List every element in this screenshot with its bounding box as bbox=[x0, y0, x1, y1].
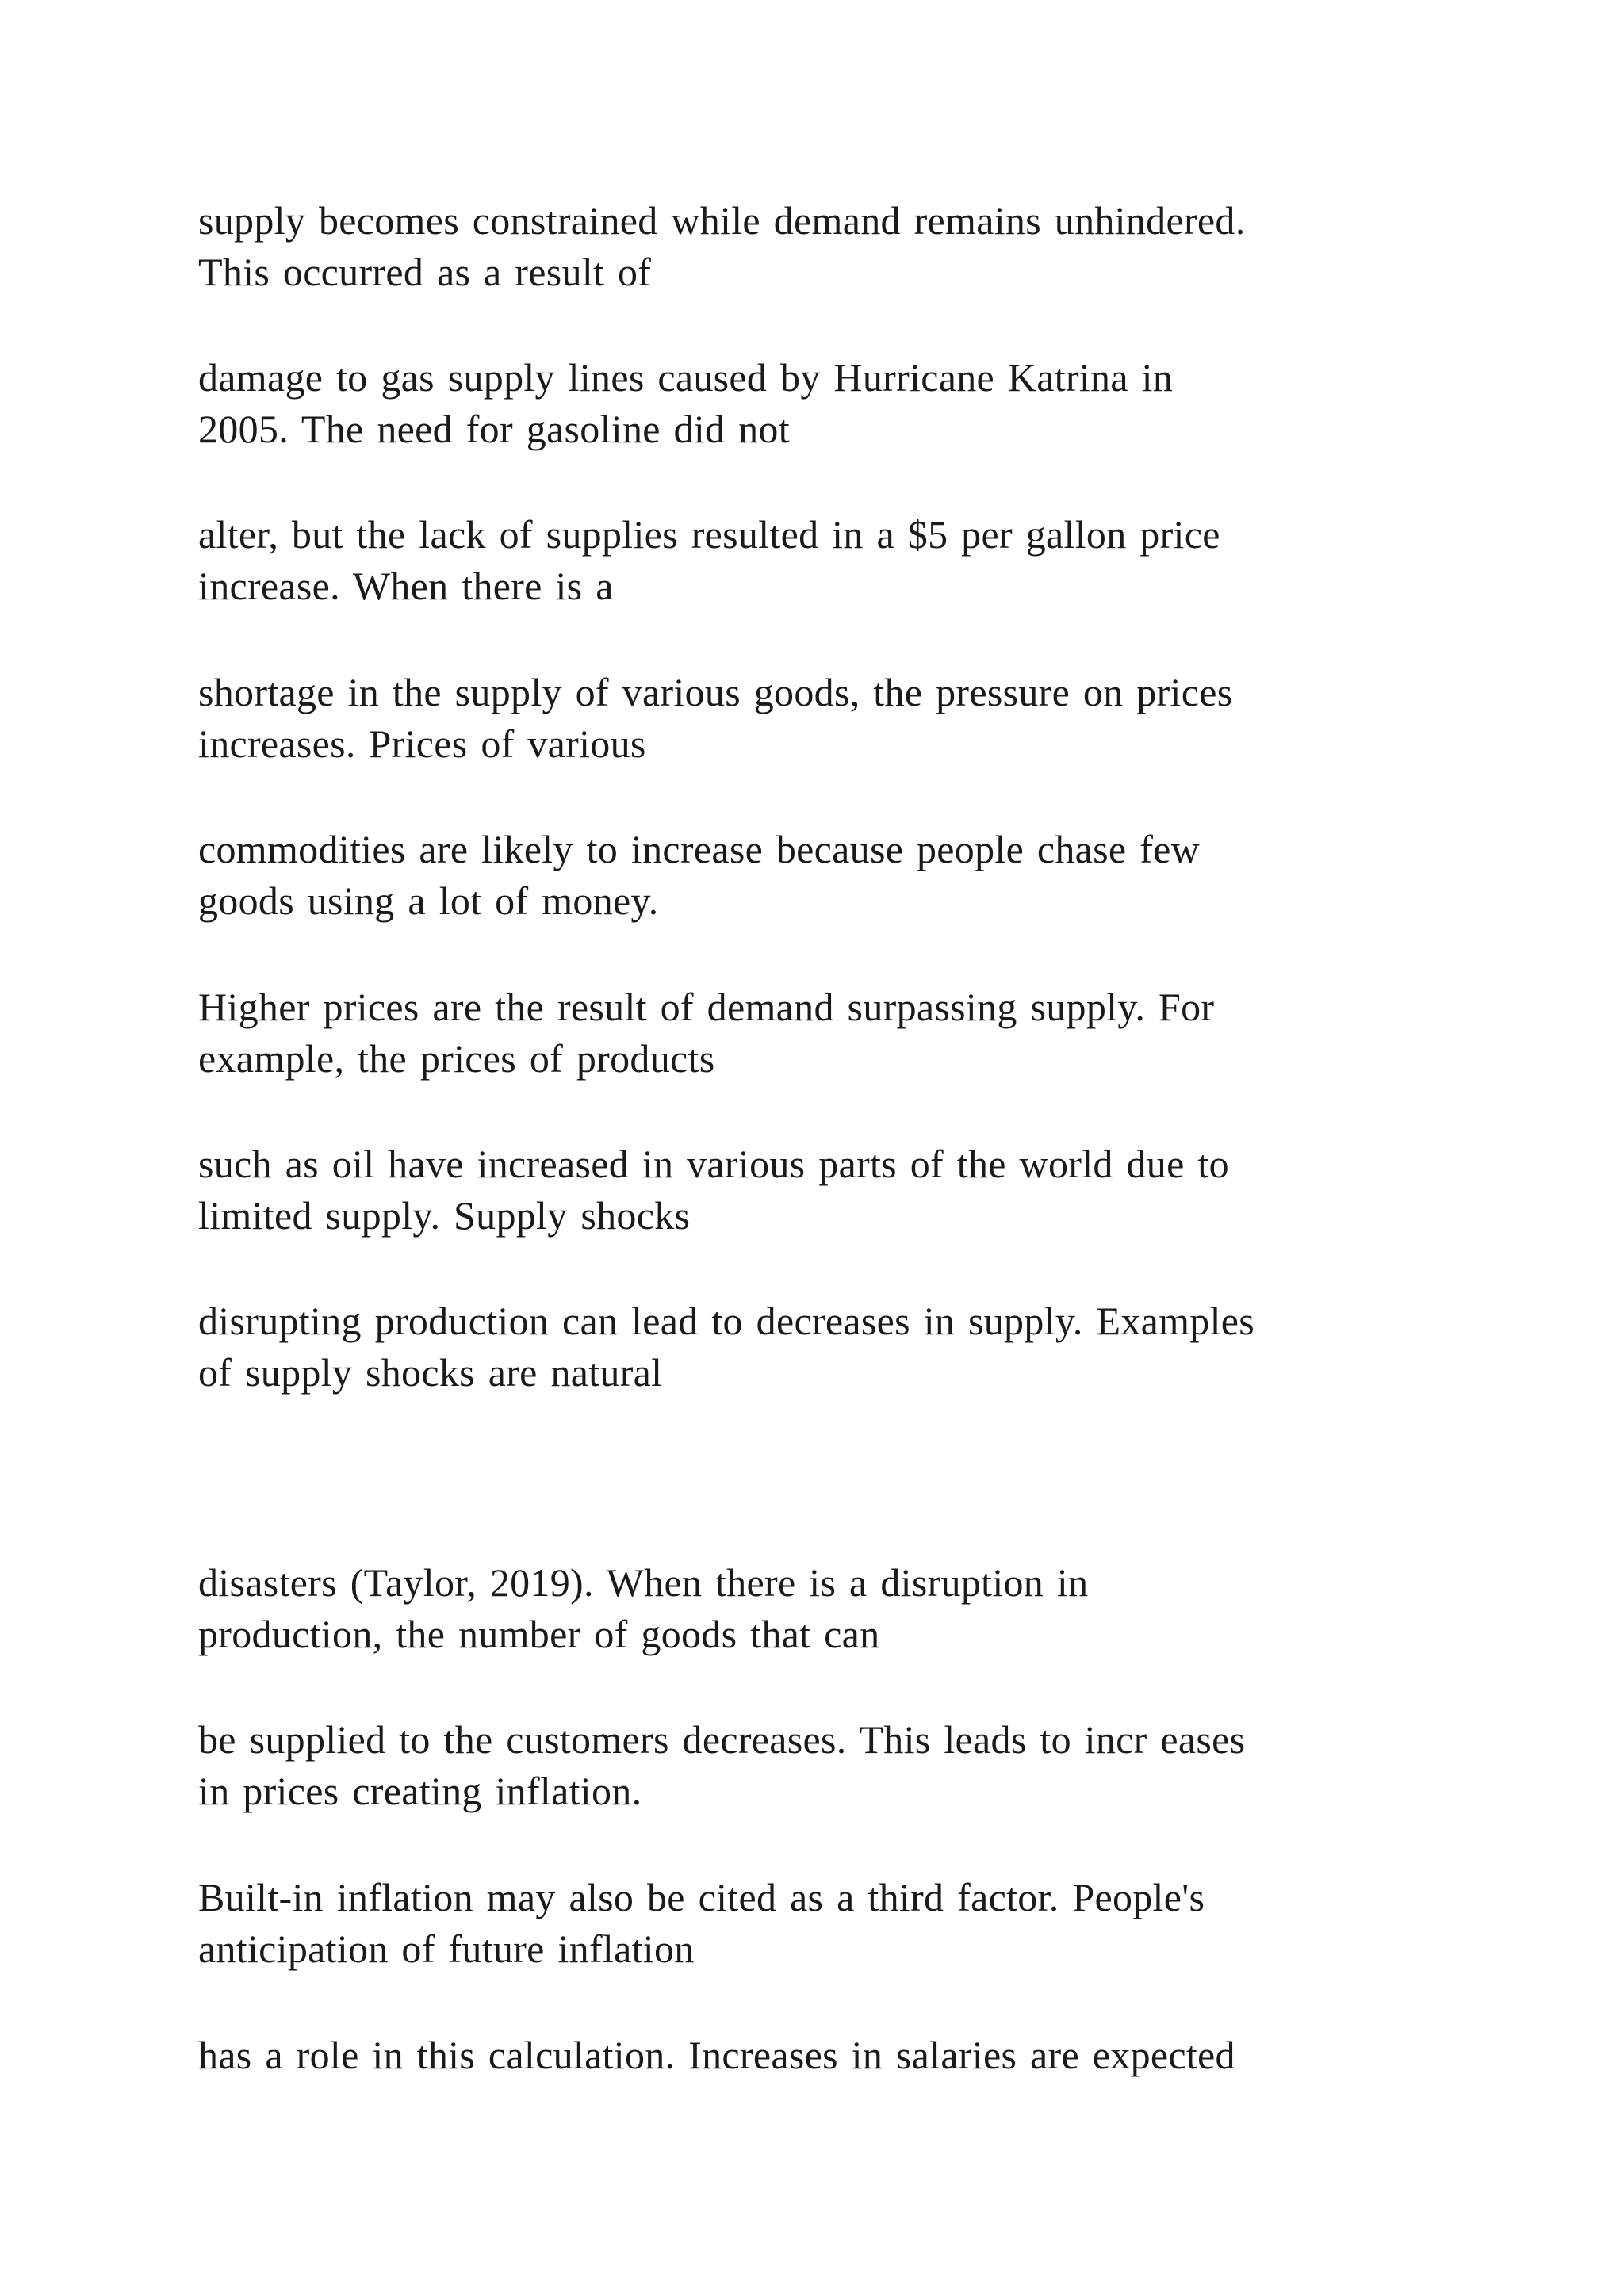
text-line: has a role in this calculation. Increases in salaries are expected bbox=[198, 2033, 1235, 2077]
text-line: This occurred as a result of bbox=[198, 250, 652, 294]
paragraph bbox=[198, 982, 1435, 1085]
paragraph bbox=[198, 1714, 1435, 1817]
text-line: shortage in the supply of various goods, the pressure on prices bbox=[198, 670, 1233, 714]
text-line: 2005. The need for gasoline did not bbox=[198, 407, 790, 451]
text-line: damage to gas supply lines caused by Hurricane Katrina in bbox=[198, 355, 1174, 400]
text-line: example, the prices of products bbox=[198, 1036, 715, 1081]
text-line: disrupting production can lead to decreases in supply. Examples bbox=[198, 1299, 1255, 1343]
paragraph bbox=[198, 667, 1435, 770]
text-line: increase. When there is a bbox=[198, 564, 614, 608]
text-line: production, the number of goods that can bbox=[198, 1612, 880, 1656]
text-line: of supply shocks are natural bbox=[198, 1350, 663, 1395]
text-line: limited supply. Supply shocks bbox=[198, 1193, 691, 1238]
text-line: commodities are likely to increase because people chase few bbox=[198, 827, 1201, 871]
paragraph bbox=[198, 1138, 1435, 1242]
text-line: such as oil have increased in various parts of the world due to bbox=[198, 1142, 1229, 1186]
text-line: Built-in inflation may also be cited as a third factor. People's bbox=[198, 1875, 1205, 1919]
text-line: in prices creating inflation. bbox=[198, 1769, 642, 1813]
text-line: increases. Prices of various bbox=[198, 721, 646, 766]
paragraph bbox=[198, 1872, 1435, 1975]
text-line: anticipation of future inflation bbox=[198, 1927, 695, 1971]
paragraph bbox=[198, 509, 1435, 612]
paragraph bbox=[198, 1295, 1435, 1399]
text-line: alter, but the lack of supplies resulted in a $5 per gallon price bbox=[198, 512, 1220, 557]
paragraph bbox=[198, 195, 1435, 298]
text-line: goods using a lot of money. bbox=[198, 878, 659, 923]
text-line: supply becomes constrained while demand remains unhindered. bbox=[198, 198, 1246, 243]
paragraph bbox=[198, 824, 1435, 927]
text-line: disasters (Taylor, 2019). When there is a disruption in bbox=[198, 1560, 1089, 1605]
text-line: Higher prices are the result of demand surpassing supply. For bbox=[198, 985, 1215, 1029]
text-line: be supplied to the customers decreases. This leads to incr eases bbox=[198, 1717, 1246, 1762]
paragraph bbox=[198, 2030, 1435, 2081]
paragraph bbox=[198, 1557, 1435, 1660]
paragraph bbox=[198, 352, 1435, 455]
